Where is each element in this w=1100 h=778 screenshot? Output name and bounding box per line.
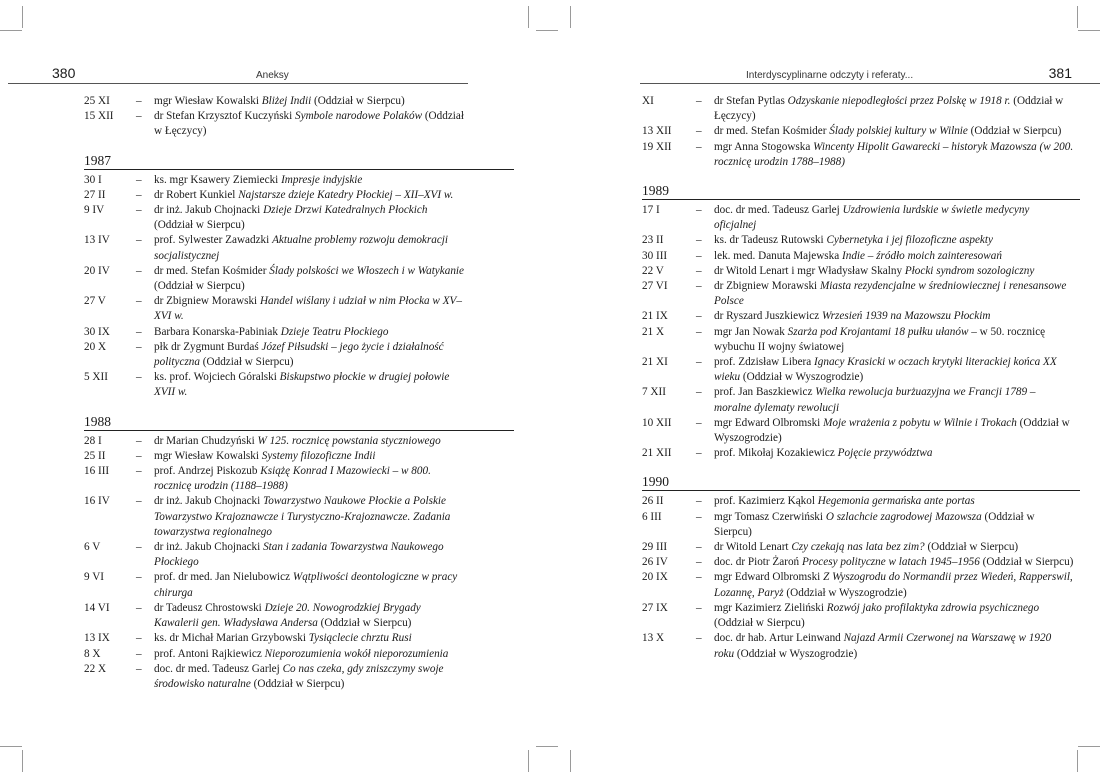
year-heading: 1990 xyxy=(642,474,1080,491)
lecture-description xyxy=(714,325,1074,355)
lecture-title: Aktualne problemy rozwoju demokracji socjalistycznej xyxy=(154,234,449,262)
lecture-note: (Oddział w Sierpcu) xyxy=(250,677,345,690)
dash-separator: – xyxy=(696,125,702,138)
dash-separator: – xyxy=(696,95,702,107)
dash-separator: – xyxy=(696,356,702,369)
lecture-date: 20 X xyxy=(84,340,107,353)
lecturer-name: doc. dr med. Tadeusz Garlej xyxy=(154,662,283,675)
lecture-date: 30 III xyxy=(642,249,668,262)
lecture-date: 13 X xyxy=(642,632,665,645)
lecturer-name: ks. dr Michał Marian Grzybowski xyxy=(154,632,309,645)
lecture-description xyxy=(154,647,468,662)
lecturer-name: mgr Kazimierz Zieliński xyxy=(714,601,827,614)
list-item xyxy=(642,249,1100,264)
lecturer-name: prof. Jan Baszkiewicz xyxy=(714,386,816,399)
lecture-title: Moje wrażenia z pobytu w Wilnie i Trokach xyxy=(823,416,1017,429)
dash-separator: – xyxy=(136,173,142,186)
lecture-note: (Oddział w Łęczycy) xyxy=(714,95,1064,123)
list-item xyxy=(84,203,468,233)
lecture-description xyxy=(154,203,468,233)
lecture-description xyxy=(714,249,1074,264)
lecture-date: 6 III xyxy=(642,510,662,523)
dash-separator: – xyxy=(136,662,142,675)
lecture-description xyxy=(154,449,468,464)
dash-separator: – xyxy=(696,416,702,429)
lecture-description xyxy=(714,416,1074,446)
lecture-title: Najstarsze dzieje Katedry Płockiej – XII–XVI w. xyxy=(238,188,454,201)
crop-mark xyxy=(1078,746,1100,747)
right-page xyxy=(640,64,1100,662)
lecturer-name: dr Witold Lenart xyxy=(714,541,792,554)
lecturer-name: płk dr Zygmunt Burdaś xyxy=(154,340,262,353)
lecture-date: XI xyxy=(642,95,654,107)
lecture-description xyxy=(714,140,1074,170)
lecture-date: 16 IV xyxy=(84,495,110,508)
lecture-title: O szlachcie zagrodowej Mazowsza xyxy=(825,510,982,523)
lecturer-name: dr inż. Jakub Chojnacki xyxy=(154,204,264,217)
dash-separator: – xyxy=(136,371,142,384)
lecture-date: 7 XII xyxy=(642,386,666,399)
crop-mark xyxy=(22,750,23,772)
lecture-description xyxy=(154,631,468,646)
lecture-title: Tysiąclecie chrztu Rusi xyxy=(308,632,412,645)
lecturer-name: Barbara Konarska-Pabiniak xyxy=(154,325,281,338)
lecture-note: (Oddział w Wyszogrodzie) xyxy=(783,586,907,599)
lecturer-name: ks. dr Tadeusz Rutowski xyxy=(714,234,827,247)
dash-separator: – xyxy=(696,541,702,554)
list-item xyxy=(84,188,468,203)
crop-mark xyxy=(1077,750,1078,772)
lecturer-name: prof. Andrzej Piskozub xyxy=(154,465,261,478)
lecture-date: 27 IX xyxy=(642,601,668,614)
lecture-date: 21 IX xyxy=(642,310,668,323)
lecturer-name: mgr Edward Olbromski xyxy=(714,416,824,429)
lecturer-name: dr Marian Chudzyński xyxy=(154,434,258,447)
lecture-title: Wątpliwości deontologiczne w pracy chirurga xyxy=(154,571,458,599)
lecturer-name: dr inż. Jakub Chojnacki xyxy=(154,541,264,554)
left-page xyxy=(8,64,468,692)
lecture-note: (Oddział w Wyszogrodzie) xyxy=(714,416,1070,445)
dash-separator: – xyxy=(136,325,142,338)
dash-separator: – xyxy=(136,647,142,660)
lecture-description xyxy=(714,355,1074,385)
list-item xyxy=(642,233,1100,248)
lecturer-name: dr Stefan Pytlas xyxy=(714,95,788,107)
lecture-title: Towarzystwo Naukowe Płockie a Polskie Towarzystwo Krajoznawcze i Turystyczno-Krajoznawcze. Zadania towarzystwa regionalnego xyxy=(154,495,451,538)
list-item xyxy=(84,264,468,294)
lecture-title: Handel wiślany i udział w nim Płocka w XV–XVI w. xyxy=(154,295,462,323)
dash-separator: – xyxy=(136,95,142,107)
lecture-title: Dzieje Teatru Płockiego xyxy=(280,325,389,338)
lecture-note: (Oddział w Wyszogrodzie) xyxy=(740,371,864,384)
lecture-description xyxy=(714,264,1074,279)
page-header xyxy=(8,64,468,84)
list-item xyxy=(84,340,468,370)
lecture-title: Biskupstwo płockie w drugiej połowie XVII w. xyxy=(154,371,450,399)
lecture-title: Uzdrowienia lurdskie w świetle medycyny oficjalnej xyxy=(714,204,1030,232)
list-item xyxy=(84,464,468,494)
crop-mark xyxy=(0,30,22,31)
dash-separator: – xyxy=(136,188,142,201)
lecture-date: 10 XII xyxy=(642,416,672,429)
lecture-title: Bliżej Indii xyxy=(261,95,312,107)
crop-mark xyxy=(1077,6,1078,28)
lecture-description xyxy=(154,340,468,370)
lecturer-name: dr Witold Lenart i mgr Władysław Skalny xyxy=(714,264,905,277)
lecture-list xyxy=(8,94,468,692)
page-header xyxy=(640,64,1100,84)
lecture-title: Odzyskanie niepodległości przez Polskę w 1918 r. xyxy=(787,95,1011,107)
lecturer-name: mgr Tomasz Czerwiński xyxy=(714,510,826,523)
lecture-title: Nieporozumienia wokół nieporozumienia xyxy=(264,647,449,660)
lecturer-name: ks. mgr Ksawery Ziemiecki xyxy=(154,173,282,186)
dash-separator: – xyxy=(696,510,702,523)
lecture-description xyxy=(714,494,1074,509)
lecture-date: 30 IX xyxy=(84,325,110,338)
lecture-date: 9 IV xyxy=(84,204,105,217)
lecture-title: Symbole narodowe Polaków xyxy=(295,110,423,123)
dash-separator: – xyxy=(136,601,142,614)
lecture-description xyxy=(154,570,468,600)
lecturer-name: dr Zbigniew Morawski xyxy=(154,295,260,308)
lecture-date: 13 IV xyxy=(84,234,110,247)
lecture-title: Dzieje Drzwi Katedralnych Płockich xyxy=(263,204,428,217)
lecture-date: 13 XII xyxy=(642,125,672,138)
lecture-note: (Oddział w Sierpcu) xyxy=(967,125,1062,138)
lecturer-name: ks. prof. Wojciech Góralski xyxy=(154,371,280,384)
lecture-note: (Oddział w Sierpcu) xyxy=(154,219,245,232)
lecture-title: Hegemonia germańska ante portas xyxy=(817,495,975,508)
lecture-description xyxy=(154,494,468,540)
dash-separator: – xyxy=(696,325,702,338)
lecture-title: Miasta rezydencjalne w średniowiecznej i renesansowe Polsce xyxy=(714,280,1067,308)
lecture-description xyxy=(714,309,1074,324)
dash-separator: – xyxy=(136,340,142,353)
list-item xyxy=(642,631,1100,661)
dash-separator: – xyxy=(696,447,702,460)
dash-separator: – xyxy=(696,601,702,614)
lecture-title: Płocki syndrom sozologiczny xyxy=(904,264,1035,277)
lecture-note: (Oddział w Sierpcu) xyxy=(924,541,1019,554)
dash-separator: – xyxy=(136,465,142,478)
list-item xyxy=(642,325,1100,355)
lecture-title: Wielka rewolucja burżuazyjna we Francji 1789 – moralne dylematy rewolucji xyxy=(714,386,1036,414)
lecturer-name: doc. dr med. Tadeusz Garlej xyxy=(714,204,843,217)
lecturer-name: doc. dr Piotr Żaroń xyxy=(714,556,802,569)
list-item xyxy=(84,434,468,449)
crop-mark xyxy=(536,746,558,747)
list-item xyxy=(642,416,1100,446)
lecturer-name: dr Stefan Krzysztof Kuczyński xyxy=(154,110,296,123)
lecture-description xyxy=(714,570,1074,600)
list-item xyxy=(84,173,468,188)
lecture-list xyxy=(640,94,1100,662)
dash-separator: – xyxy=(696,556,702,569)
lecture-description xyxy=(154,434,468,449)
lecturer-name: prof. Sylwester Zawadzki xyxy=(154,234,273,247)
dash-separator: – xyxy=(696,264,702,277)
list-item xyxy=(642,494,1100,509)
lecture-note: (Oddział w Sierpcu) xyxy=(311,95,405,107)
list-item xyxy=(642,355,1100,385)
crop-mark xyxy=(1078,30,1100,31)
lecture-title: Pojęcie przywództwa xyxy=(837,447,933,460)
lecturer-name: prof. Zdzisław Libera xyxy=(714,356,815,369)
lecture-date: 5 XII xyxy=(84,371,108,384)
lecturer-name: doc. dr hab. Artur Leinwand xyxy=(714,632,844,645)
page-number: 380 xyxy=(52,65,76,81)
lecture-note: (Oddział w Wyszogrodzie) xyxy=(734,647,858,660)
lecture-title: Impresje indyjskie xyxy=(281,173,363,186)
lecture-note: (Oddział w Sierpcu) xyxy=(317,617,412,630)
list-item xyxy=(84,294,468,324)
lecture-date: 9 VI xyxy=(84,571,104,584)
list-item xyxy=(84,662,468,692)
dash-separator: – xyxy=(136,541,142,554)
lecture-date: 29 III xyxy=(642,541,668,554)
lecture-description xyxy=(154,601,468,631)
lecture-title: Ignacy Krasicki w oczach krytyki literackiej końca XX wieku xyxy=(714,356,1057,384)
lecture-title: Szarża pod Krojantami 18 pułku ułanów xyxy=(787,325,969,338)
lecture-date: 25 XI xyxy=(84,95,110,107)
lecture-description xyxy=(714,601,1074,631)
list-item xyxy=(84,570,468,600)
dash-separator: – xyxy=(136,449,142,462)
lecturer-name: mgr Anna Stogowska xyxy=(714,140,814,153)
lecture-date: 27 V xyxy=(84,295,106,308)
list-item xyxy=(642,540,1100,555)
lecturer-name: dr Zbigniew Morawski xyxy=(714,280,820,293)
lecture-description xyxy=(714,510,1074,540)
list-item xyxy=(642,446,1100,461)
list-item xyxy=(84,647,468,662)
lecture-title: Systemy filozoficzne Indii xyxy=(261,449,376,462)
dash-separator: – xyxy=(696,280,702,293)
lecture-title: Ślady polskiej kultury w Wilnie xyxy=(829,125,968,138)
lecture-title: Czy czekają nas lata bez zim? xyxy=(791,541,925,554)
list-item xyxy=(642,94,1100,124)
lecturer-name: lek. med. Danuta Majewska xyxy=(714,249,842,262)
running-head: Aneksy xyxy=(256,70,289,81)
lecture-description xyxy=(154,294,468,324)
crop-mark xyxy=(528,6,529,28)
dash-separator: – xyxy=(696,249,702,262)
lecturer-name: mgr Jan Nowak xyxy=(714,325,788,338)
lecturer-name: mgr Wiesław Kowalski xyxy=(154,449,262,462)
list-item xyxy=(84,601,468,631)
lecture-date: 16 III xyxy=(84,465,110,478)
lecture-date: 27 VI xyxy=(642,280,668,293)
lecture-date: 21 X xyxy=(642,325,665,338)
lecturer-name: prof. dr med. Jan Nielubowicz xyxy=(154,571,293,584)
dash-separator: – xyxy=(136,495,142,508)
lecture-date: 14 VI xyxy=(84,601,110,614)
lecturer-name: prof. Kazimierz Kąkol xyxy=(714,495,818,508)
lecture-date: 20 IV xyxy=(84,264,110,277)
lecture-date: 13 IX xyxy=(84,632,110,645)
lecture-date: 6 V xyxy=(84,541,101,554)
lecture-title: Ślady polskości we Włoszech i w Watykanie xyxy=(269,264,464,277)
lecture-title: Józef Piłsudski – jego życie i działalność polityczna xyxy=(154,340,444,369)
lecturer-name: dr inż. Jakub Chojnacki xyxy=(154,495,264,508)
lecturer-name: dr med. Stefan Kośmider xyxy=(714,125,830,138)
list-item xyxy=(642,510,1100,540)
list-item xyxy=(642,385,1100,415)
lecture-description xyxy=(714,540,1074,555)
page-number: 381 xyxy=(1048,65,1072,81)
lecture-description xyxy=(714,203,1074,233)
running-head: Interdyscyplinarne odczyty i referaty... xyxy=(746,70,914,81)
lecturer-name: dr med. Stefan Kośmider xyxy=(154,264,270,277)
lecture-description xyxy=(714,233,1074,248)
lecture-description xyxy=(154,370,468,400)
lecture-description xyxy=(714,385,1074,415)
lecture-description xyxy=(714,124,1074,139)
dash-separator: – xyxy=(136,295,142,308)
list-item xyxy=(84,325,468,340)
lecture-date: 30 I xyxy=(84,173,102,186)
lecture-date: 26 II xyxy=(642,495,664,508)
year-heading: 1988 xyxy=(84,414,514,431)
lecture-date: 17 I xyxy=(642,204,660,217)
lecturer-name: prof. Mikołaj Kozakiewicz xyxy=(714,447,838,460)
lecturer-name: dr Tadeusz Chrostowski xyxy=(154,601,265,614)
lecture-description xyxy=(714,279,1074,309)
lecturer-name: mgr Wiesław Kowalski xyxy=(154,95,262,107)
lecture-date: 21 XI xyxy=(642,356,668,369)
lecture-description xyxy=(714,631,1074,661)
lecture-note: (Oddział w Sierpcu) xyxy=(714,510,1035,538)
list-item xyxy=(84,233,468,263)
dash-separator: – xyxy=(696,140,702,153)
lecture-title: Indie – źródło moich zainteresowań xyxy=(842,249,1002,262)
crop-mark xyxy=(22,6,23,28)
list-item xyxy=(642,309,1100,324)
dash-separator: – xyxy=(136,571,142,584)
lecture-description xyxy=(154,325,468,340)
lecture-title: Co nas czeka, gdy zniszczymy swoje środowisko naturalne xyxy=(154,662,444,690)
dash-separator: – xyxy=(696,310,702,323)
lecture-title: Najazd Armii Czerwonej na Warszawę w 1920 roku xyxy=(714,632,1052,660)
lecture-note: (Oddział w Sierpcu) xyxy=(154,280,245,293)
list-item xyxy=(642,140,1100,170)
lecture-date: 20 IX xyxy=(642,571,668,584)
lecture-title: Rozwój jako profilaktyka zdrowia psychicznego xyxy=(826,601,1040,614)
lecture-note: (Oddział w Sierpcu) xyxy=(979,556,1074,569)
lecture-date: 22 X xyxy=(84,662,107,675)
crop-mark xyxy=(570,750,571,772)
crop-mark xyxy=(536,30,558,31)
lecture-title: W 125. rocznicę powstania styczniowego xyxy=(257,434,441,447)
dash-separator: – xyxy=(696,632,702,645)
lecture-note: (Oddział w Łęczycy) xyxy=(154,110,464,138)
dash-separator: – xyxy=(136,234,142,247)
list-item xyxy=(84,94,468,109)
lecture-date: 25 II xyxy=(84,449,106,462)
lecture-description xyxy=(154,94,468,109)
dash-separator: – xyxy=(136,434,142,447)
lecture-note: – w 50. rocznicę wybuchu II wojny światowej xyxy=(714,325,1046,353)
dash-separator: – xyxy=(136,264,142,277)
lecture-note: (Oddział w Sierpcu) xyxy=(714,617,805,630)
list-item xyxy=(642,570,1100,600)
lecture-date: 26 IV xyxy=(642,556,668,569)
lecture-description xyxy=(714,555,1074,570)
lecture-date: 27 II xyxy=(84,188,106,201)
lecture-description xyxy=(714,446,1074,461)
lecture-date: 15 XII xyxy=(84,110,114,123)
lecture-note: (Oddział w Sierpcu) xyxy=(200,356,294,369)
dash-separator: – xyxy=(696,204,702,217)
lecture-title: Procesy polityczne w latach 1945–1956 xyxy=(801,556,980,569)
lecture-title: Wincenty Hipolit Gawarecki – historyk Mazowsza (w 200. rocznicę urodzin 1788–1988) xyxy=(714,140,1074,168)
lecture-description xyxy=(154,109,468,139)
lecture-description xyxy=(154,173,468,188)
lecture-description xyxy=(154,233,468,263)
lecture-description xyxy=(154,264,468,294)
lecture-description xyxy=(154,540,468,570)
crop-mark xyxy=(528,750,529,772)
lecture-date: 8 X xyxy=(84,647,101,660)
list-item xyxy=(642,601,1100,631)
dash-separator: – xyxy=(136,204,142,217)
dash-separator: – xyxy=(696,386,702,399)
lecture-title: Dzieje 20. Nowogrodzkiej Brygady Kawalerii gen. Władysława Andersa xyxy=(154,601,421,630)
lecturer-name: mgr Edward Olbromski xyxy=(714,571,824,584)
list-item xyxy=(84,370,468,400)
crop-mark xyxy=(570,6,571,28)
dash-separator: – xyxy=(696,495,702,508)
lecture-description xyxy=(154,188,468,203)
list-item xyxy=(84,449,468,464)
list-item xyxy=(84,494,468,540)
lecture-description xyxy=(154,662,468,692)
dash-separator: – xyxy=(696,571,702,584)
lecturer-name: dr Robert Kunkiel xyxy=(154,188,239,201)
list-item xyxy=(84,540,468,570)
lecture-title: Wrzesień 1939 na Mazowszu Płockim xyxy=(821,310,991,323)
lecturer-name: dr Ryszard Juszkiewicz xyxy=(714,310,822,323)
crop-mark xyxy=(0,746,22,747)
lecture-date: 22 V xyxy=(642,264,664,277)
list-item xyxy=(642,264,1100,279)
lecture-title: Książę Konrad I Mazowiecki – w 800. rocznicę urodzin (1188–1988) xyxy=(154,465,431,493)
dash-separator: – xyxy=(136,632,142,645)
year-heading: 1989 xyxy=(642,183,1080,200)
lecture-description xyxy=(714,94,1074,124)
list-item xyxy=(84,109,468,139)
list-item xyxy=(84,631,468,646)
lecture-date: 28 I xyxy=(84,434,102,447)
lecture-title: Z Wyszogrodu do Normandii przez Wiedeń, Rapperswil, Lozannę, Paryż xyxy=(714,571,1073,599)
lecture-title: Cybernetyka i jej filozoficzne aspekty xyxy=(826,234,993,247)
lecture-date: 19 XII xyxy=(642,140,672,153)
lecture-title: Stan i zadania Towarzystwa Naukowego Płockiego xyxy=(154,541,444,569)
list-item xyxy=(642,203,1100,233)
year-heading: 1987 xyxy=(84,153,514,170)
lecturer-name: prof. Antoni Rajkiewicz xyxy=(154,647,265,660)
lecture-date: 21 XII xyxy=(642,447,672,460)
lecture-date: 23 II xyxy=(642,234,664,247)
list-item xyxy=(642,279,1100,309)
dash-separator: – xyxy=(136,110,142,123)
dash-separator: – xyxy=(696,234,702,247)
list-item xyxy=(642,555,1100,570)
lecture-description xyxy=(154,464,468,494)
list-item xyxy=(642,124,1100,139)
